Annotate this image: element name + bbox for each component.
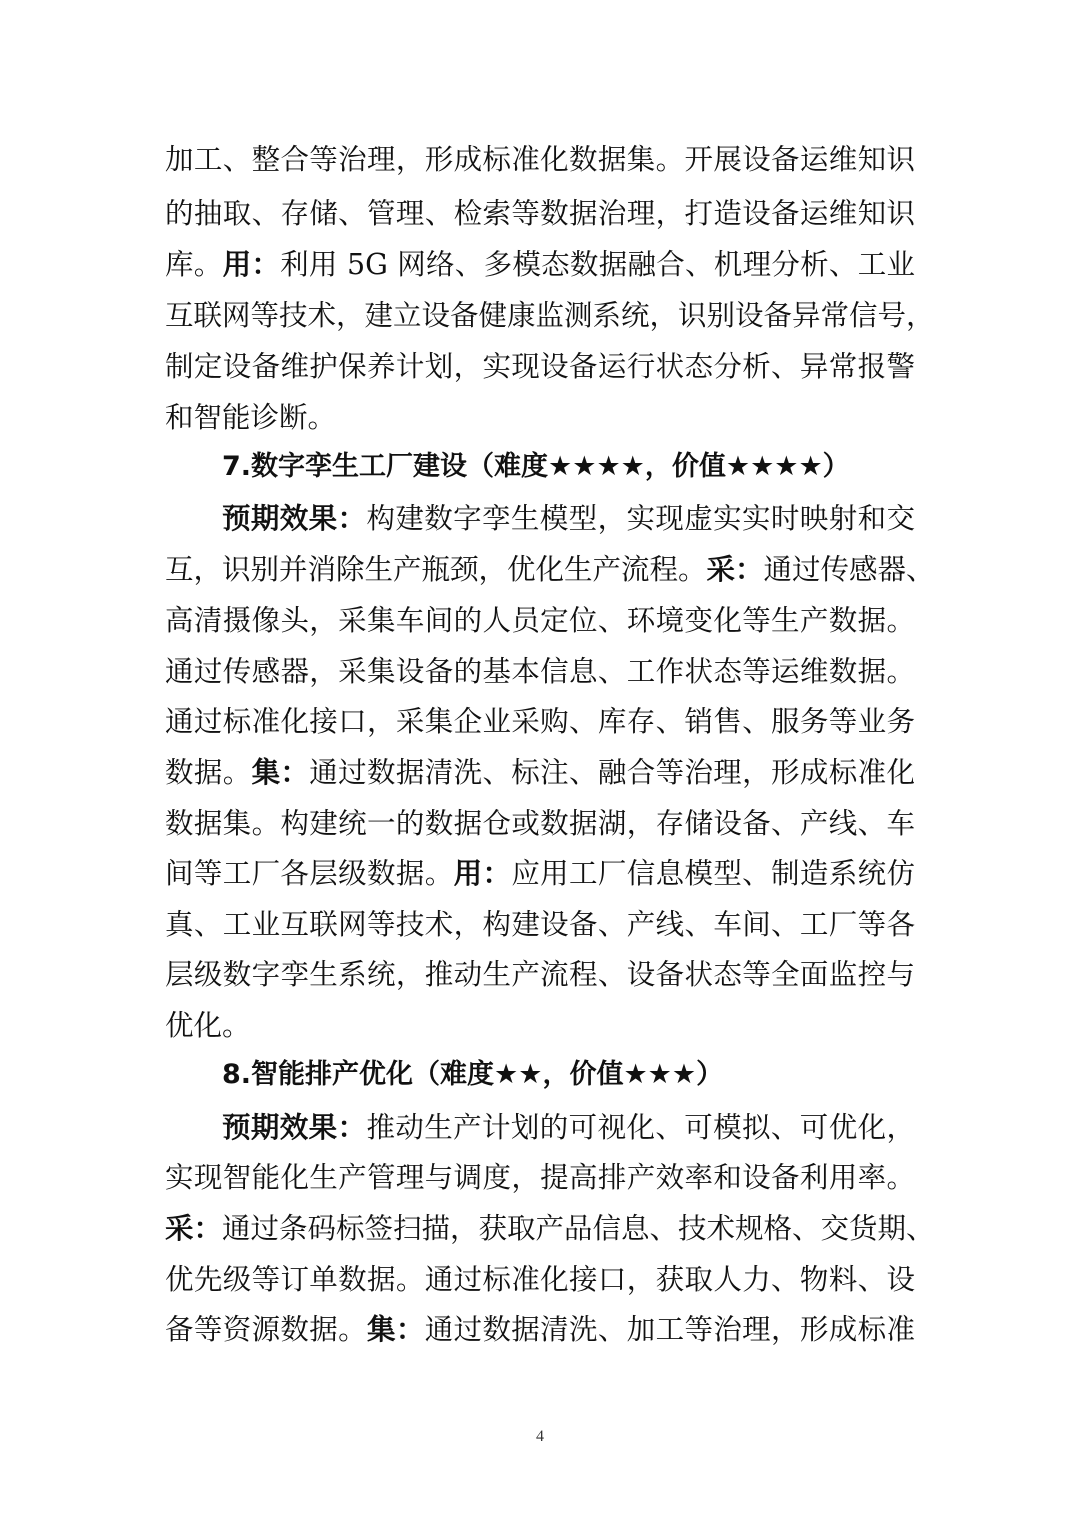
- text-span: 利用 5G 网络、多模态数据融合、机理分析、工业: [280, 248, 915, 281]
- text-line: 优化。: [165, 1009, 251, 1042]
- bold-label-expected-effect: 预期效果：: [222, 1111, 367, 1144]
- text-span: 构建数字孪生模型，实现虚实实时映射和交: [366, 502, 915, 535]
- section-heading-7: 7.数字孪生工厂建设（难度★★★★，价值★★★★）: [222, 451, 850, 482]
- text-span: 间等工厂各层级数据。: [165, 857, 454, 890]
- text-span: 通过条码标签扫描，获取产品信息、技术规格、交货期、: [222, 1212, 935, 1245]
- page-number: 4: [536, 1428, 544, 1445]
- text-span: 推动生产计划的可视化、可模拟、可优化，: [366, 1111, 915, 1144]
- text-line: 真、工业互联网等技术，构建设备、产线、车间、工厂等各: [165, 908, 915, 941]
- text-line: 互联网等技术，建立设备健康监测系统，识别设备异常信号，: [165, 299, 935, 332]
- bold-label-gather: 集：: [251, 756, 310, 789]
- text-line: 的抽取、存储、管理、检索等数据治理，打造设备运维知识: [165, 197, 915, 230]
- text-line: [165, 240, 915, 290]
- text-line: 通过传感器，采集设备的基本信息、工作状态等运维数据。: [165, 655, 915, 688]
- text-span: 备等资源数据。: [165, 1313, 368, 1346]
- text-line: 实现智能化生产管理与调度，提高排产效率和设备利用率。: [165, 1161, 915, 1194]
- text-span: 库。: [165, 248, 223, 281]
- text-line: 层级数字孪生系统，推动生产流程、设备状态等全面监控与: [165, 958, 915, 991]
- bold-label-expected-effect: 预期效果：: [222, 502, 367, 535]
- text-line: 和智能诊断。: [165, 401, 337, 434]
- text-span: 通过数据清洗、标注、融合等治理，形成标准化: [309, 756, 915, 789]
- text-span: 应用工厂信息模型、制造系统仿: [511, 857, 915, 890]
- text-line: 通过标准化接口，采集企业采购、库存、销售、服务等业务: [165, 705, 915, 738]
- text-line: 数据集。构建统一的数据仓或数据湖，存储设备、产线、车: [165, 807, 915, 840]
- bold-label-collect: 采：: [165, 1212, 223, 1245]
- text-span: 互，识别并消除生产瓶颈，优化生产流程。: [165, 553, 707, 586]
- text-line: [165, 1204, 935, 1254]
- text-line: [222, 494, 915, 544]
- bold-label-gather: 集：: [367, 1313, 425, 1346]
- text-line: [165, 748, 915, 798]
- bold-label-use: 用：: [453, 857, 512, 890]
- text-line: [165, 1305, 915, 1355]
- text-line: 制定设备维护保养计划，实现设备运行状态分析、异常报警: [165, 350, 915, 383]
- text-line: 高清摄像头，采集车间的人员定位、环境变化等生产数据。: [165, 604, 915, 637]
- text-span: 通过数据清洗、加工等治理，形成标准: [424, 1313, 915, 1346]
- bold-label-use: 用：: [222, 248, 281, 281]
- text-span: 通过传感器、: [763, 553, 935, 586]
- text-line: [165, 849, 915, 899]
- text-span: 数据。: [165, 756, 252, 789]
- text-line: [222, 1103, 915, 1153]
- text-line: 优先级等订单数据。通过标准化接口，获取人力、物料、设: [165, 1263, 915, 1296]
- text-line: 加工、整合等治理，形成标准化数据集。开展设备运维知识: [165, 143, 915, 176]
- bold-label-collect: 采：: [706, 553, 764, 586]
- section-heading-8: 8.智能排产优化（难度★★，价值★★★）: [222, 1059, 724, 1090]
- text-line: [165, 545, 935, 595]
